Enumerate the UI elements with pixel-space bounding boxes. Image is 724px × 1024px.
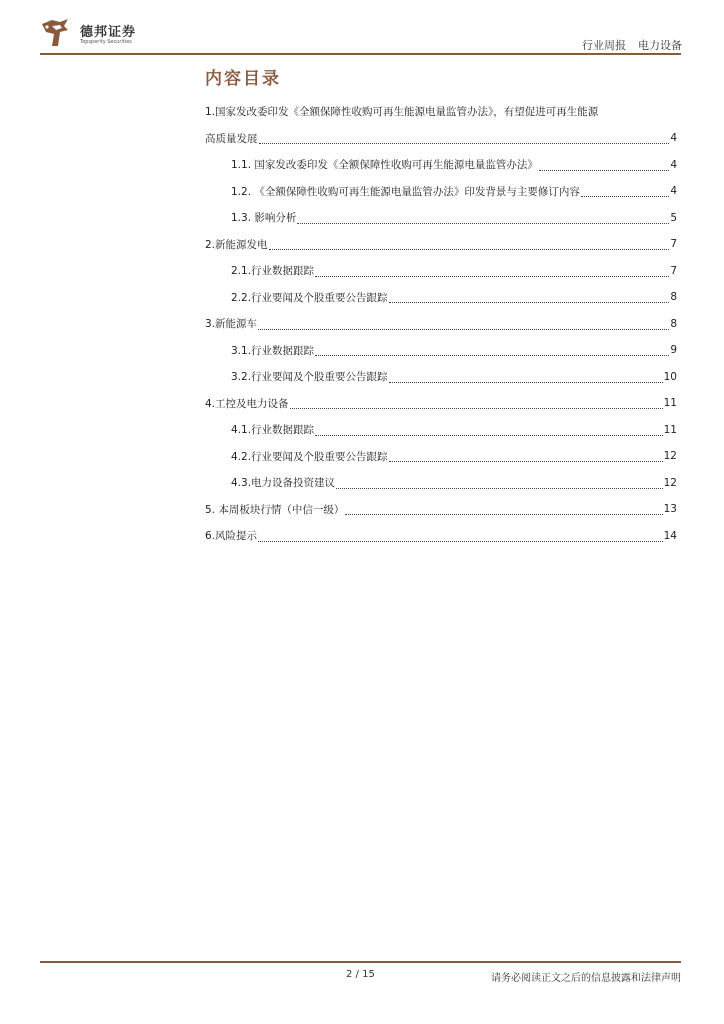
toc-leader-dots <box>315 426 663 436</box>
toc-entry-2[interactable] <box>205 231 677 258</box>
toc-entry-text: 1.3. 影响分析 <box>231 212 297 225</box>
toc-page-number: 4 <box>670 132 677 145</box>
toc-entry-text: 2.1.行业数据跟踪 <box>231 265 315 278</box>
toc-leader-dots <box>345 505 662 515</box>
toc-page-number: 8 <box>670 291 677 304</box>
toc-entry-text: 1.2. 《全额保障性收购可再生能源电量监管办法》印发背景与主要修订内容 <box>231 185 580 198</box>
toc-page-number: 10 <box>663 370 677 383</box>
toc-entry-text: 2.2.行业要闻及个股重要公告跟踪 <box>231 291 388 304</box>
legal-disclaimer: 请务必阅读正文之后的信息披露和法律声明 <box>491 973 681 984</box>
report-category <box>582 37 682 53</box>
toc-entry-text: 4.2.行业要闻及个股重要公告跟踪 <box>231 450 388 463</box>
page-header <box>38 12 682 56</box>
toc-entry-1-3[interactable] <box>205 205 677 232</box>
toc-leader-dots <box>389 452 663 462</box>
toc-entry-text: 1.国家发改委印发《全额保障性收购可再生能源电量监管办法》，有望促进可再生能源 <box>205 105 599 118</box>
toc-entry-text: 3.2.行业要闻及个股重要公告跟踪 <box>231 371 388 384</box>
toc-page-number: 9 <box>670 344 677 357</box>
toc-entry-text: 4.工控及电力设备 <box>205 397 289 410</box>
toc-leader-dots <box>315 267 669 277</box>
toc-entry-2-1[interactable] <box>205 258 677 285</box>
toc-entry-6[interactable] <box>205 523 677 550</box>
toc-entry-1-1[interactable] <box>205 152 677 179</box>
table-of-contents <box>205 97 677 549</box>
toc-leader-dots <box>389 373 663 383</box>
toc-entry-text: 6.风险提示 <box>205 530 258 543</box>
toc-leader-dots <box>336 479 663 489</box>
toc-leader-dots <box>269 240 670 250</box>
footer-divider <box>40 961 681 963</box>
toc-leader-dots <box>389 293 670 303</box>
toc-leader-dots <box>581 187 669 197</box>
toc-entry-text: 4.1.行业数据跟踪 <box>231 424 315 437</box>
toc-entry-4-1[interactable] <box>205 417 677 444</box>
toc-entry-5[interactable] <box>205 496 677 523</box>
toc-leader-dots <box>297 214 669 224</box>
report-type: 行业周报 <box>582 39 626 52</box>
toc-entry-1-2[interactable] <box>205 178 677 205</box>
toc-page-number: 12 <box>663 450 677 463</box>
header-divider <box>40 53 681 55</box>
toc-page-number: 7 <box>670 264 677 277</box>
toc-entry-text: 3.1.行业数据跟踪 <box>231 344 315 357</box>
logo-text-cn: 德邦证券 <box>80 25 137 40</box>
toc-page-number: 4 <box>670 185 677 198</box>
toc-entry-text: 4.3.电力设备投资建议 <box>231 477 336 490</box>
toc-entry-text: 2.新能源发电 <box>205 238 268 251</box>
logo-text-en: Topsperity Securities <box>80 39 132 45</box>
toc-page-number: 11 <box>663 423 677 436</box>
toc-entry-3-2[interactable] <box>205 364 677 391</box>
toc-leader-dots <box>290 399 663 409</box>
toc-page-number: 8 <box>670 317 677 330</box>
toc-page-number: 7 <box>670 238 677 251</box>
company-logo <box>38 16 158 50</box>
toc-leader-dots <box>259 134 670 144</box>
toc-entry-3-1[interactable] <box>205 337 677 364</box>
toc-entry-4-3[interactable] <box>205 470 677 497</box>
toc-entry-text: 3.新能源车 <box>205 318 258 331</box>
toc-entry-text: 1.1. 国家发改委印发《全额保障性收购可再生能源电量监管办法》 <box>231 159 538 172</box>
toc-page-number: 4 <box>670 158 677 171</box>
page-indicator: 2 / 15 <box>346 969 375 980</box>
toc-title: 内容目录 <box>205 69 281 89</box>
industry-label: 电力设备 <box>638 39 682 52</box>
toc-entry-2-2[interactable] <box>205 284 677 311</box>
toc-page-number: 13 <box>663 503 677 516</box>
toc-entry-4[interactable] <box>205 390 677 417</box>
toc-entry-1-line2[interactable] <box>205 125 677 152</box>
toc-leader-dots <box>258 532 663 542</box>
toc-page-number: 11 <box>663 397 677 410</box>
toc-page-number: 14 <box>663 529 677 542</box>
company-logo-icon <box>38 16 72 50</box>
toc-page-number: 12 <box>663 476 677 489</box>
toc-leader-dots <box>258 320 669 330</box>
toc-leader-dots <box>539 161 669 171</box>
toc-entry-text: 5. 本周板块行情（中信一级） <box>205 503 345 516</box>
toc-entry-1-line1[interactable] <box>205 97 677 125</box>
toc-entry-4-2[interactable] <box>205 443 677 470</box>
toc-entry-text: 高质量发展 <box>205 132 258 145</box>
toc-page-number: 5 <box>670 211 677 224</box>
toc-leader-dots <box>315 346 669 356</box>
toc-entry-3[interactable] <box>205 311 677 338</box>
